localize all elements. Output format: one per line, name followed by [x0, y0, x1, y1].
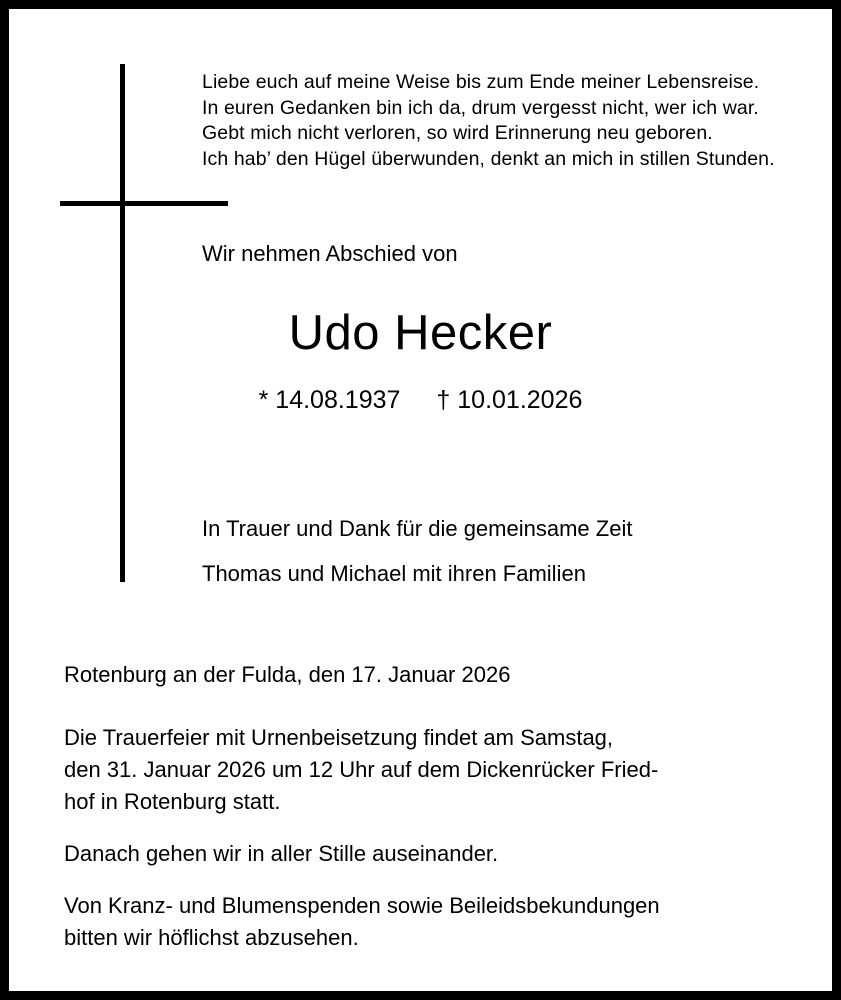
after-note-paragraph: Danach gehen wir in aller Stille auseinander. — [64, 841, 499, 866]
ceremony-line-3: hof in Rotenburg statt. — [64, 789, 281, 814]
mourners-block — [202, 506, 632, 596]
request-paragraph — [64, 890, 809, 954]
request-line-1: Von Kranz- und Blumenspenden sowie Beileidsbekundungen — [64, 893, 660, 918]
birth-date: * 14.08.1937 — [258, 386, 401, 414]
ceremony-line-2: den 31. Januar 2026 um 12 Uhr auf dem Dickenrücker Fried- — [64, 757, 659, 782]
deceased-name: Udo Hecker — [288, 306, 553, 360]
death-date: † 10.01.2026 — [436, 386, 583, 414]
mourning-line-2: Thomas und Michael mit ihren Familien — [202, 561, 586, 586]
ceremony-line-1: Die Trauerfeier mit Urnenbeisetzung findet am Samstag, — [64, 725, 614, 750]
cross-horizontal-bar — [60, 201, 228, 206]
poem-line-2: In euren Gedanken bin ich da, drum vergesst nicht, wer ich war. — [202, 96, 759, 119]
ceremony-paragraph — [64, 722, 809, 818]
mourning-line-1: In Trauer und Dank für die gemeinsame Zeit — [202, 516, 633, 541]
request-line-2: bitten wir höflichst abzusehen. — [64, 925, 359, 950]
memorial-poem — [202, 70, 832, 172]
poem-line-1: Liebe euch auf meine Weise bis zum Ende meiner Lebensreise. — [202, 71, 760, 93]
life-dates — [12, 384, 829, 416]
poem-line-3: Gebt mich nicht verloren, so wird Erinnerung neu geboren. — [202, 122, 713, 144]
notice-body — [64, 722, 809, 954]
place-and-date: Rotenburg an der Fulda, den 17. Januar 2026 — [64, 662, 511, 687]
farewell-line: Wir nehmen Abschied von — [202, 241, 458, 266]
notice-inner-frame — [9, 9, 832, 991]
poem-line-4: Ich hab’ den Hügel überwunden, denkt an mich in stillen Stunden. — [202, 147, 775, 170]
